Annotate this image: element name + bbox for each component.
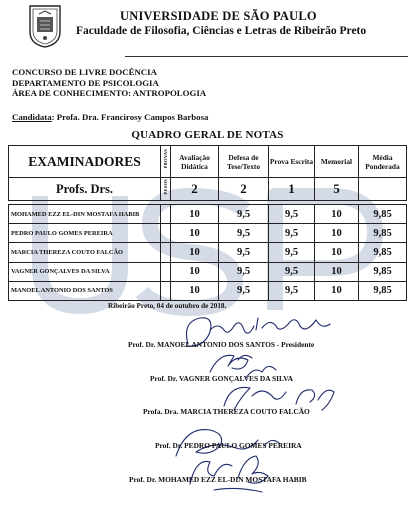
table-row <box>9 281 407 300</box>
grade-cell: 10 <box>315 243 359 262</box>
grade-cell: 10 <box>171 281 219 300</box>
empty-cell <box>161 262 171 281</box>
candidate-name: : Profa. Dra. Francirosy Campos Barbosa <box>51 112 209 122</box>
grade-cell: 10 <box>315 262 359 281</box>
weight-value: 2 <box>171 178 219 201</box>
column-header: Prova Escrita <box>269 146 315 178</box>
grade-cell: 10 <box>171 262 219 281</box>
grade-cell: 10 <box>315 224 359 243</box>
table-row <box>9 243 407 262</box>
grade-cell: 9,5 <box>219 205 269 224</box>
column-header: Média Ponderada <box>359 146 407 178</box>
contest-title: CONCURSO DE LIVRE DOCÊNCIA <box>12 67 157 77</box>
grade-cell: 9,5 <box>269 243 315 262</box>
document-header <box>28 4 408 50</box>
signature-caption: Prof. Dr. MANOEL ANTONIO DOS SANTOS - Presidente <box>128 340 315 349</box>
grade-cell: 10 <box>171 243 219 262</box>
examiner-name: MARCIA THEREZA COUTO FALCÃO <box>9 243 161 262</box>
examiner-name: VAGNER GONÇALVES DA SILVA <box>9 262 161 281</box>
signature-caption: Prof. Dr. MOHAMED EZZ EL-DIN MOSTAFA HABIB <box>129 475 307 484</box>
provas-label: PROVAS <box>163 149 168 169</box>
faculty-name: Faculdade de Filosofia, Ciências e Letras de Ribeirão Preto <box>76 25 367 37</box>
usp-seal-icon <box>28 4 62 48</box>
grade-cell: 9,5 <box>219 224 269 243</box>
candidate-line <box>12 112 208 122</box>
examiner-name: PEDRO PAULO GOMES PEREIRA <box>9 224 161 243</box>
header-divider <box>125 56 408 57</box>
candidate-label: Candidata <box>12 112 52 122</box>
weight-value: 2 <box>219 178 269 201</box>
university-name: UNIVERSIDADE DE SÃO PAULO <box>120 9 317 23</box>
average-cell: 9,85 <box>359 205 407 224</box>
grade-cell: 9,5 <box>269 205 315 224</box>
grade-cell: 10 <box>315 281 359 300</box>
pesos-label: PESOS <box>163 178 168 195</box>
grade-cell: 9,5 <box>219 281 269 300</box>
grade-cell: 10 <box>171 205 219 224</box>
grade-cell: 10 <box>171 224 219 243</box>
signature-scribble <box>190 456 268 492</box>
examiner-name: MOHAMED EZZ EL-DIN MOSTAFA HABIB <box>9 205 161 224</box>
empty-cell <box>161 243 171 262</box>
profs-label: Profs. Drs. <box>9 178 161 201</box>
column-header: Memorial <box>315 146 359 178</box>
pesos-label-cell <box>161 178 171 201</box>
column-header: Defesa de Tese/Texto <box>219 146 269 178</box>
column-header: Avaliação Didática <box>171 146 219 178</box>
date-line: Ribeirão Preto, 04 de outubro de 2018. <box>108 302 227 310</box>
empty-cell <box>161 205 171 224</box>
table-row <box>9 262 407 281</box>
weight-value <box>359 178 407 201</box>
weight-value: 5 <box>315 178 359 201</box>
empty-cell <box>161 281 171 300</box>
grade-cell: 9,5 <box>269 281 315 300</box>
grade-cell: 9,5 <box>269 224 315 243</box>
grade-cell: 9,5 <box>269 262 315 281</box>
signature-caption: Profa. Dra. MARCIA THEREZA COUTO FALCÃO <box>143 407 310 416</box>
table-row <box>9 205 407 224</box>
examiners-header: EXAMINADORES <box>9 146 161 178</box>
average-cell: 9,85 <box>359 281 407 300</box>
contest-info <box>12 67 206 99</box>
grade-cell: 9,5 <box>219 262 269 281</box>
department: DEPARTAMENTO DE PSICOLOGIA <box>12 77 159 88</box>
table-title: QUADRO GERAL DE NOTAS <box>131 129 284 141</box>
header-row <box>9 146 407 178</box>
average-cell: 9,85 <box>359 262 407 281</box>
knowledge-area: ÁREA DE CONHECIMENTO: ANTROPOLOGIA <box>12 88 207 98</box>
examiner-name: MANOEL ANTONIO DOS SANTOS <box>9 281 161 300</box>
grades-table <box>8 145 407 301</box>
average-cell: 9,85 <box>359 224 407 243</box>
grade-cell: 9,5 <box>219 243 269 262</box>
grade-cell: 10 <box>315 205 359 224</box>
average-cell: 9,85 <box>359 243 407 262</box>
weights-row <box>9 178 407 201</box>
signature-caption: Prof. Dr. VAGNER GONÇALVES DA SILVA <box>150 374 293 383</box>
signature-caption: Prof. Dr. PEDRO PAULO GOMES PEREIRA <box>155 441 302 450</box>
weight-value: 1 <box>269 178 315 201</box>
table-row <box>9 224 407 243</box>
provas-label-cell <box>161 146 171 178</box>
empty-cell <box>161 224 171 243</box>
